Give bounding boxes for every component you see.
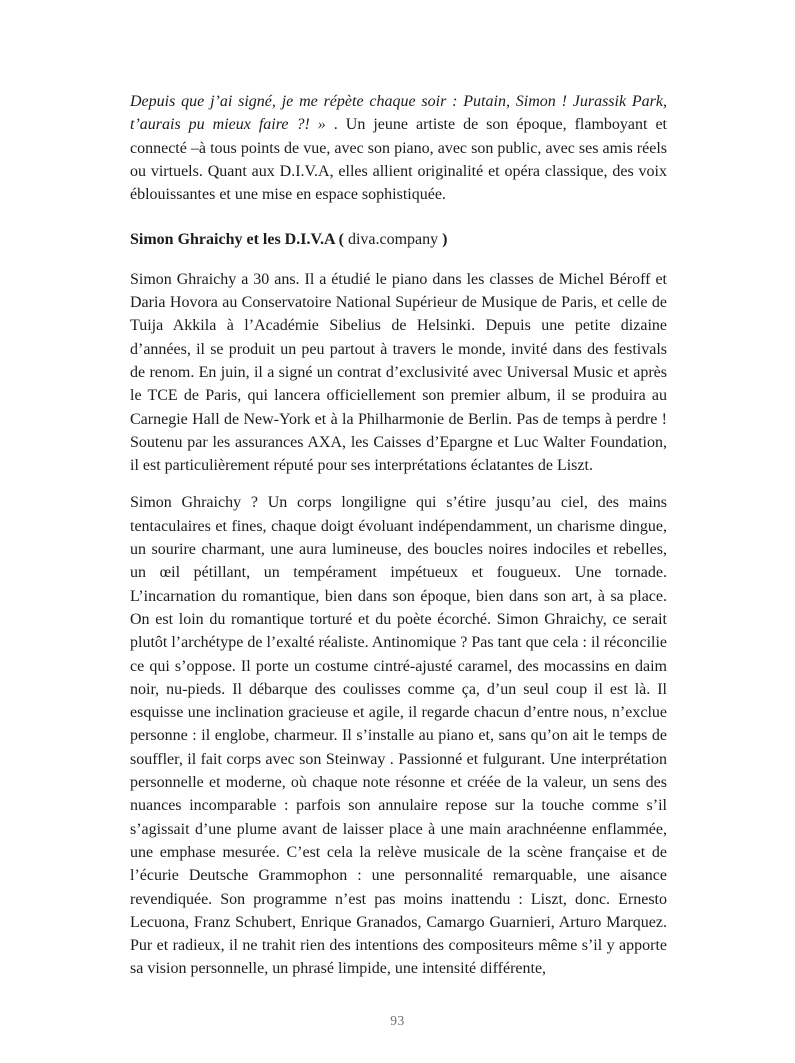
intro-paragraph	[130, 90, 667, 206]
bio-paragraph: Simon Ghraichy a 30 ans. Il a étudié le piano dans les classes de Michel Béroff et Daria Hovora au Conservatoire National Supérieur de Musique de Paris, et celle de Tuija Akkila à l’Académie Sibelius de Helsinki. Depuis une petite dizaine d’années, il se produit un peu partout à travers le monde, invité dans des festivals de renom. En juin, il a signé un contrat d’exclusivité avec Universal Music et après le TCE de Paris, qui lancera officiellement son premier album, il se produira au Carnegie Hall de New-York et à la Philharmonie de Berlin. Pas de temps à perdre ! Soutenu par les assurances AXA, les Caisses d’Epargne et Luc Walter Foundation, il est particulièrement réputé pour ses interprétations éclatantes de Liszt.	[130, 270, 667, 475]
portrait-paragraph: Simon Ghraichy ? Un corps longiligne qui s’étire jusqu’au ciel, des mains tentaculaires et fines, chaque doigt évoluant indépendamment, un charisme dingue, un sourire charmant, une aura lumineuse, des boucles noires indociles et rebelles, un œil pétillant, un tempérament impétueux et fougueux. Une tornade. L’incarnation du romantique, bien dans son époque, bien dans son art, à sa place. On est loin du romantique torturé et du poète écorché. Simon Ghraichy, ce serait plutôt l’archétype de l’exalté réaliste. Antinomique ? Pas tant que cela : il réconcilie ce qui s’oppose. Il porte un costume cintré-ajusté caramel, des mocassins en daim noir, nu-pieds. Il débarque des coulisses comme ça, d’un seul coup il est là. Il esquisse une inclination gracieuse et agile, il regarde chacun d’entre nous, n’exclue personne : il englobe, charmeur. Il s’installe au piano et, sans qu’on ait le temps de souffler, il fait corps avec son Steinway . Passionné et fulgurant. Une interprétation personnelle et moderne, où chaque note résonne et créée de la valeur, un sens des nuances incomparable : parfois son annulaire repose sur la touche comme s’il s’agissait d’une plume avant de laisser place à une main arachnéenne enflammée, une emphase mesurée. C’est cela la relève musicale de la scène française et de l’écurie Deutsche Grammophon : une personnalité remarquable, une aisance revendiquée. Son programme n’est pas moins inattendu : Liszt, donc. Ernesto Lecuona, Franz Schubert, Enrique Granados, Camargo Guarnieri, Arturo Marquez. Pur et radieux, il ne trahit rien des intentions des compositeurs même s’il y apporte sa vision personnelle, un phrasé limpide, une intensité différente,	[130, 494, 667, 978]
heading-bold-open: Simon Ghraichy et les D.I.V.A (	[130, 231, 344, 249]
heading-regular-part: diva.company	[343, 231, 443, 249]
section-heading	[130, 228, 667, 251]
heading-bold-close: )	[442, 231, 448, 249]
intro-continuation: . Un jeune artiste de son époque, flamboyant et connecté –à tous points de vue, avec son piano, avec son public, avec ses amis réels ou virtuels. Quant aux D.I.V.A, elles allient originalité et opéra classique, des voix éblouissantes et une mise en espace sophistiquée.	[130, 116, 668, 204]
page-number: 93	[390, 1013, 405, 1028]
intro-quote-italic: Depuis que j’ai signé, je me répète chaque soir : Putain, Simon ! Jurassik Park, t’aurais pu mieux faire ?! »	[130, 93, 667, 134]
page-content	[130, 90, 667, 995]
